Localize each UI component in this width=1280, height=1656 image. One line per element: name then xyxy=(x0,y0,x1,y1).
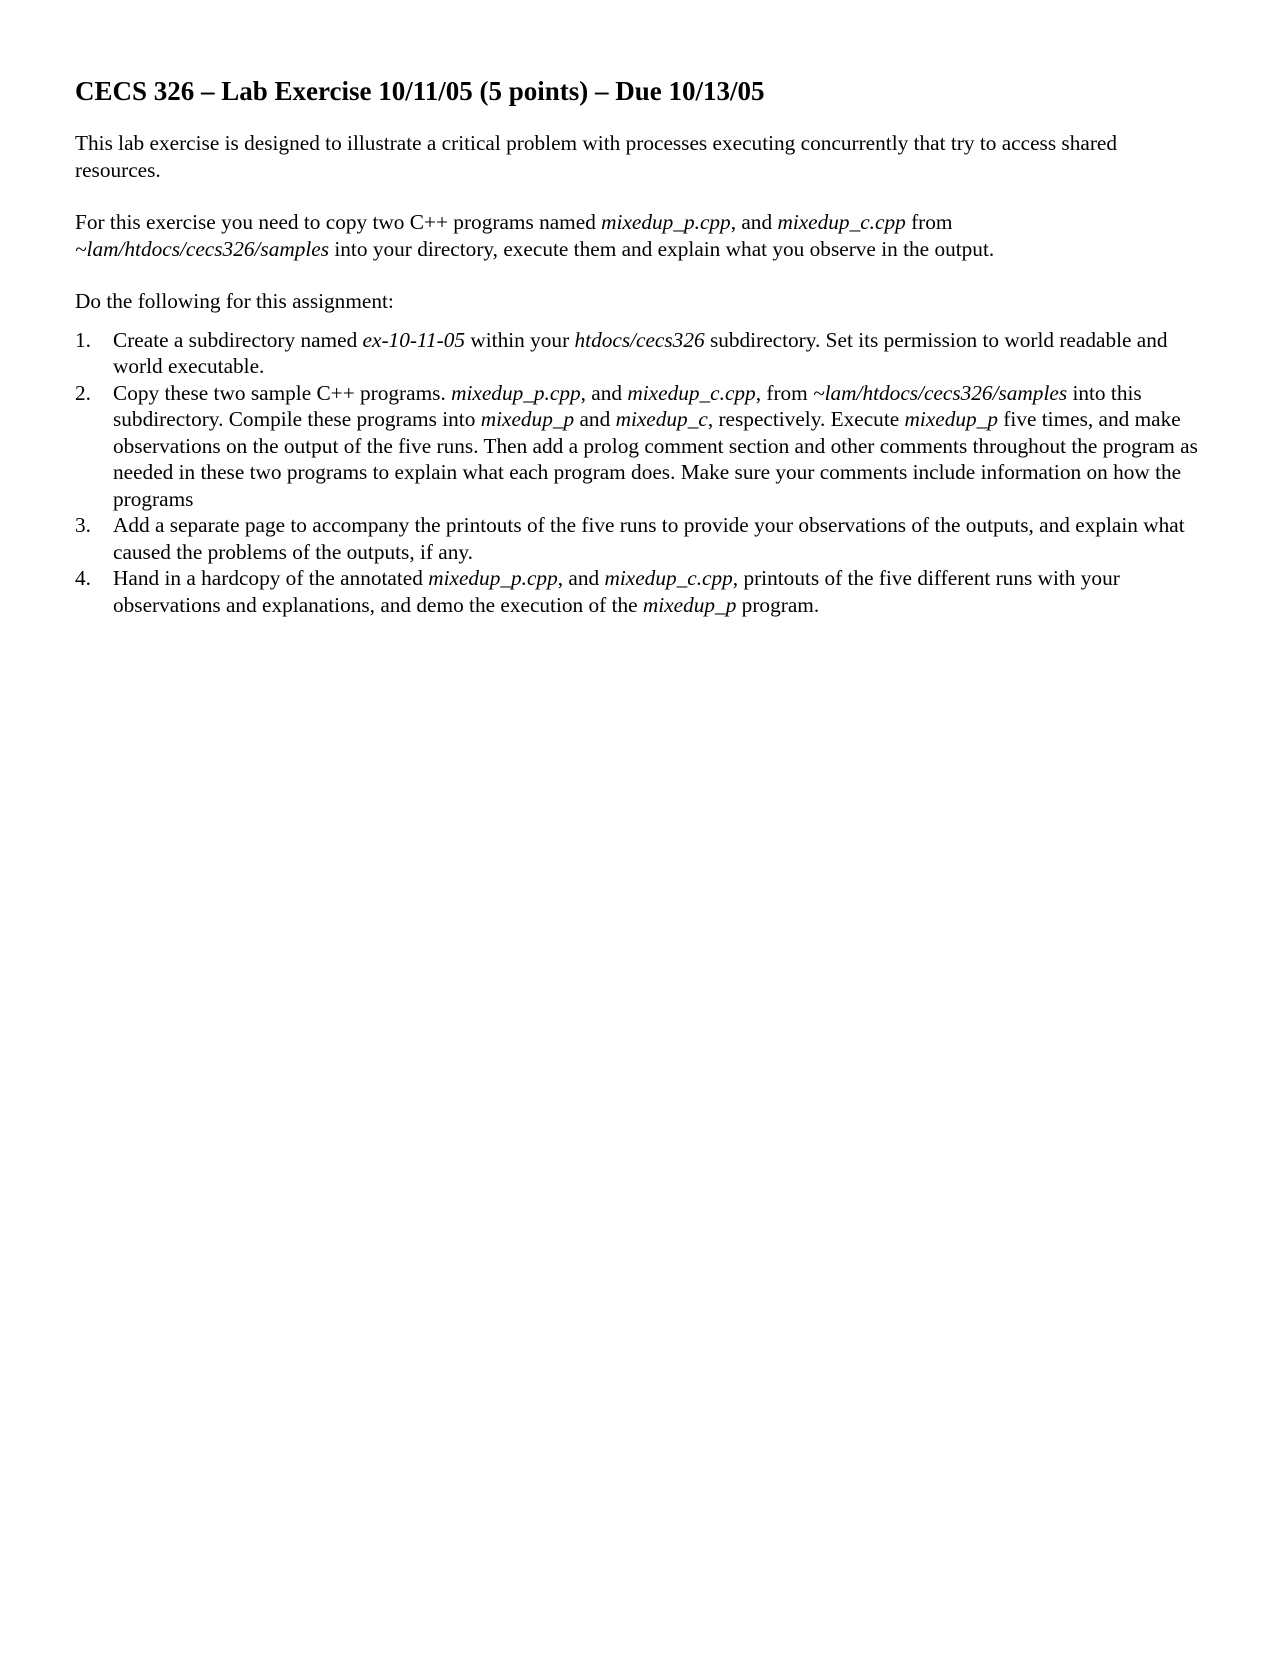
assignment-step-1 xyxy=(75,327,1205,380)
assignment-step-2 xyxy=(75,380,1205,513)
filename-mixedup-p-cpp: mixedup_p.cpp xyxy=(451,380,581,405)
subdirectory-name: ex-10-11-05 xyxy=(362,327,466,352)
text-run: and xyxy=(574,407,616,432)
text-run: , and xyxy=(580,380,628,405)
step-number: 4. xyxy=(75,566,91,591)
text-run: within your xyxy=(465,327,575,352)
assignment-steps-list xyxy=(75,327,1205,619)
samples-path: ~lam/htdocs/cecs326/samples xyxy=(75,236,330,261)
parent-directory: htdocs/cecs326 xyxy=(574,327,705,352)
executable-mixedup-p: mixedup_p xyxy=(642,592,737,617)
text-run: , from xyxy=(755,380,814,405)
step-number: 1. xyxy=(75,327,91,352)
intro-paragraph: This lab exercise is designed to illustrate a critical problem with processes executing concurrently that try to access shared resources. xyxy=(75,131,1118,182)
assignment-lead: Do the following for this assignment: xyxy=(75,289,394,314)
filename-mixedup-p-cpp: mixedup_p.cpp xyxy=(428,566,558,591)
document-page xyxy=(75,75,1205,618)
text-run: Copy these two sample C++ programs. xyxy=(113,380,452,405)
text-run: program. xyxy=(736,592,820,617)
assignment-step-4 xyxy=(75,565,1205,618)
step-number: 2. xyxy=(75,380,91,405)
executable-mixedup-c: mixedup_c xyxy=(615,407,708,432)
executable-mixedup-p: mixedup_p xyxy=(904,407,998,432)
text-run: For this exercise you need to copy two C++ programs named xyxy=(75,210,602,235)
assignment-step-3 xyxy=(75,512,1205,565)
step-number: 3. xyxy=(75,513,91,538)
filename-mixedup-p-cpp: mixedup_p.cpp xyxy=(601,210,731,235)
text-run: subdirectory. Set its permission to world readable and world executable. xyxy=(113,327,1168,379)
samples-path: ~lam/htdocs/cecs326/samples xyxy=(813,380,1068,405)
text-run: into your directory, execute them and explain what you observe in the output. xyxy=(329,236,995,261)
text-run: from xyxy=(905,210,953,235)
document-title: CECS 326 – Lab Exercise 10/11/05 (5 points) – Due 10/13/05 xyxy=(75,76,765,106)
text-run: five times, and make observations on the output of the five runs. Then add a prolog comment section and other comments throughout the program as needed in these two programs to explain what each program does. Make sure your comments include information on how the programs xyxy=(113,407,1198,511)
text-run: Hand in a hardcopy of the annotated xyxy=(113,566,429,591)
filename-mixedup-c-cpp: mixedup_c.cpp xyxy=(604,566,733,591)
text-run: , respectively. Execute xyxy=(707,407,905,432)
text-run: into this subdirectory. Compile these programs into xyxy=(113,380,1142,432)
executable-mixedup-p: mixedup_p xyxy=(480,407,575,432)
copy-instructions-paragraph xyxy=(75,209,1205,262)
text-run: Add a separate page to accompany the printouts of the five runs to provide your observations of the outputs, and explain what caused the problems of the outputs, if any. xyxy=(113,513,1185,564)
text-run: , printouts of the five different runs with your observations and explanations, and demo the execution of the xyxy=(113,566,1120,617)
text-run: Create a subdirectory named xyxy=(113,327,363,352)
filename-mixedup-c-cpp: mixedup_c.cpp xyxy=(777,210,906,235)
text-run: , and xyxy=(557,566,605,591)
text-run: , and xyxy=(730,210,778,235)
filename-mixedup-c-cpp: mixedup_c.cpp xyxy=(627,380,756,405)
